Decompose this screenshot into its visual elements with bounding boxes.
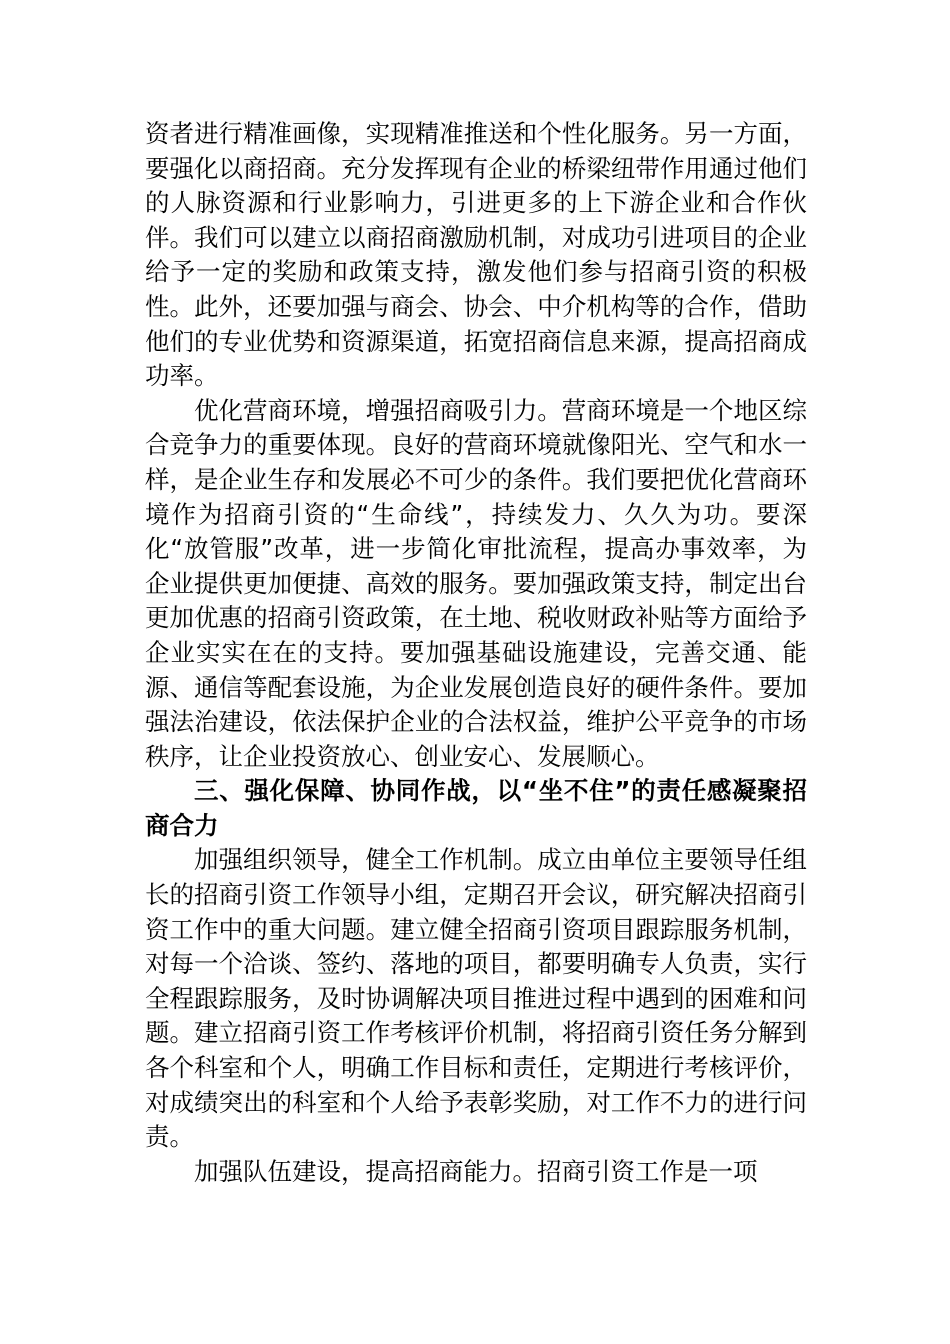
paragraph-business-environment: 优化营商环境，增强招商吸引力。营商环境是一个地区综合竞争力的重要体现。良好的营商环境就像阳光、空气和水一样，是企业生存和发展必不可少的条件。我们要把优化营商环境作为招商引资的“生命线”，持续发力、久久为功。要深化“放管服”改革，进一步简化审批流程，提高办事效率，为企业提供更加便捷、高效的服务。要加强政策支持，制定出台更加优惠的招商引资政策，在土地、税收财政补贴等方面给予企业实实在在的支持。要加强基础设施建设，完善交通、能源、通信等配套设施，为企业发展创造良好的硬件条件。要加强法治建设，依法保护企业的合法权益，维护公平竞争的市场秩序，让企业投资放心、创业安心、发展顺心。 <box>145 395 807 771</box>
paragraph-organization-leadership: 加强组织领导，健全工作机制。成立由单位主要领导任组长的招商引资工作领导小组，定期召开会议，研究解决招商引资工作中的重大问题。建立健全招商引资项目跟踪服务机制，对每一个洽谈、签约、落地的项目，都要明确专人负责，实行全程跟踪服务，及时协调解决项目推进过程中遇到的困难和问题。建立招商引资工作考核评价机制，将招商引资任务分解到各个科室和个人，明确工作目标和责任，定期进行考核评价，对成绩突出的科室和个人给予表彰奖励，对工作不力的进行问责。 <box>145 845 807 1152</box>
paragraph-continuation: 资者进行精准画像，实现精准推送和个性化服务。另一方面，要强化以商招商。充分发挥现有企业的桥梁纽带作用通过他们的人脉资源和行业影响力，引进更多的上下游企业和合作伙伴。我们可以建立以商招商激励机制，对成功引进项目的企业给予一定的奖励和政策支持，激发他们参与招商引资的积极性。此外，还要加强与商会、协会、中介机构等的合作，借助他们的专业优势和资源渠道，拓宽招商信息来源，提高招商成功率。 <box>145 119 807 391</box>
paragraph-team-building: 加强队伍建设，提高招商能力。招商引资工作是一项 <box>194 1156 758 1186</box>
document-page <box>145 117 807 1189</box>
section-heading-three: 三、强化保障、协同作战，以“坐不住”的责任感凝聚招商合力 <box>145 776 807 840</box>
